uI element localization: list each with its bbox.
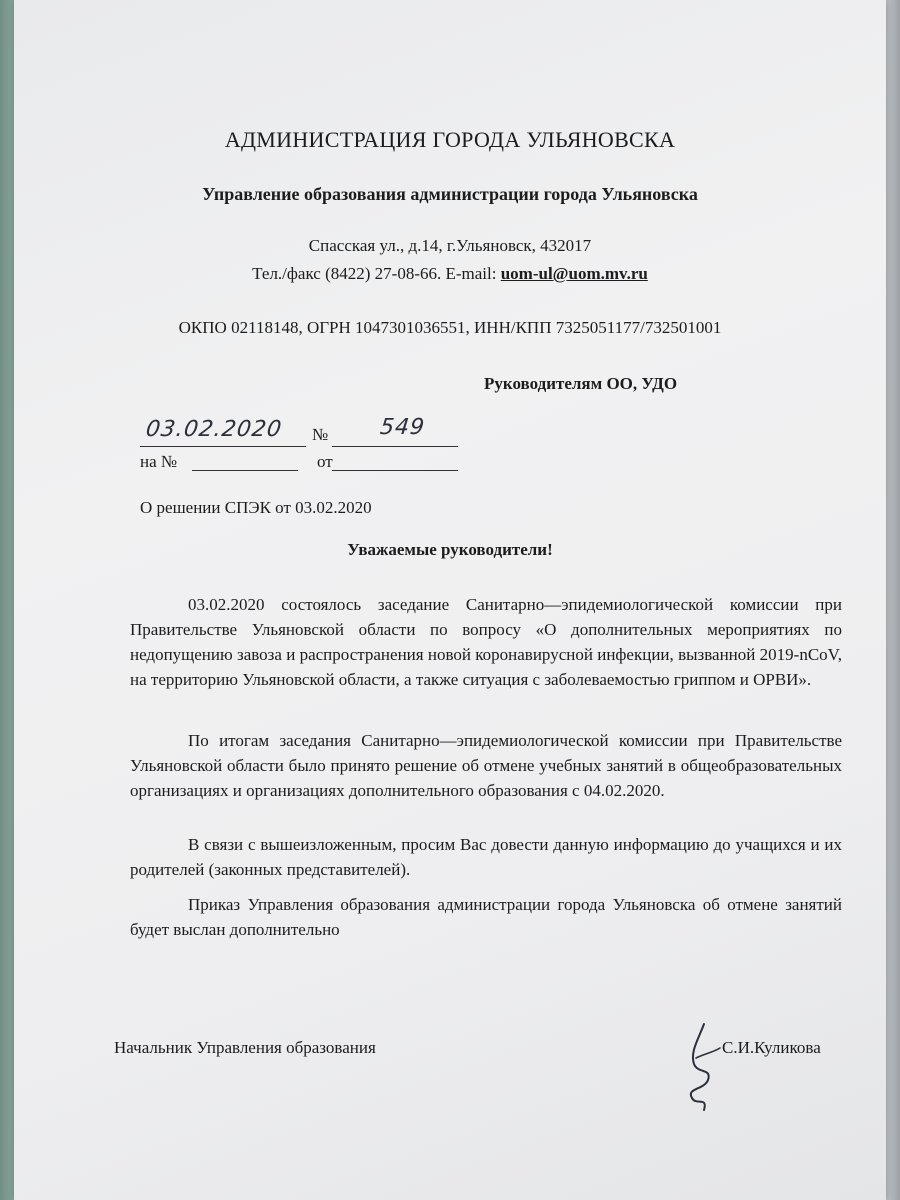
department-address: Спасская ул., д.14, г.Ульяновск, 432017: [308, 236, 592, 255]
paragraph-1: [130, 592, 842, 692]
paragraph-text: Приказ Управления образования администрации города Ульяновска об отмене занятий будет выслан дополнительно: [130, 895, 842, 939]
signatory-name: С.И.Куликова: [722, 1038, 821, 1057]
department-name: Управление образования администрации города Ульяновска: [202, 184, 698, 204]
reference-number-line: [192, 470, 298, 471]
addressee: Руководителям ОО, УДО: [484, 374, 678, 393]
number-underline: [332, 446, 458, 447]
reference-date-line: [332, 470, 458, 471]
phone-fax: Тел./факс (8422) 27-08-66. E-mail:: [252, 264, 501, 283]
administration-title: АДМИНИСТРАЦИЯ ГОРОДА УЛЬЯНОВСКА: [224, 127, 676, 152]
paragraph-text: По итогам заседания Санитарно—эпидемиологической комиссии при Правительстве Ульяновской области было принято решение об отмене учебных занятий в общеобразовательных организациях и организациях дополнительного образования с 04.02.2020.: [130, 731, 842, 800]
handwritten-date: 03.02.2020: [144, 417, 284, 442]
date-underline: [140, 446, 306, 447]
paragraph-4: [130, 892, 842, 942]
document-sheet: [14, 0, 886, 1200]
email-link[interactable]: uom-ul@uom.mv.ru: [500, 264, 648, 283]
paragraph-text: В связи с вышеизложенным, просим Вас довести данную информацию до учащихся и их родителей (законных представителей).: [130, 835, 842, 879]
letter-subject: О решении СПЭК от 03.02.2020: [140, 498, 372, 517]
letter-greeting: Уважаемые руководители!: [347, 540, 553, 559]
handwritten-number: 549: [378, 415, 427, 440]
contacts-line: [14, 264, 886, 284]
paragraph-3: [130, 832, 842, 882]
reference-from-label: от: [317, 452, 333, 471]
paragraph-text: 03.02.2020 состоялось заседание Санитарно—эпидемиологической комиссии при Правительстве Ульяновской области по вопросу «О дополнительных мероприятиях по недопущению завоза и распространения новой коронавирусной инфекции, вызванной 2019-nCoV, на территорию Ульяновской области, а также ситуация с заболеваемостью гриппом и ОРВИ».: [130, 595, 842, 689]
organization-requisites: ОКПО 02118148, ОГРН 1047301036551, ИНН/КПП 7325051177/732501001: [178, 318, 722, 337]
number-label: №: [312, 425, 329, 444]
handwritten-signature: [674, 1018, 734, 1118]
signatory-title: Начальник Управления образования: [114, 1038, 376, 1057]
paragraph-2: [130, 728, 842, 803]
reference-number-label: на №: [140, 452, 178, 471]
